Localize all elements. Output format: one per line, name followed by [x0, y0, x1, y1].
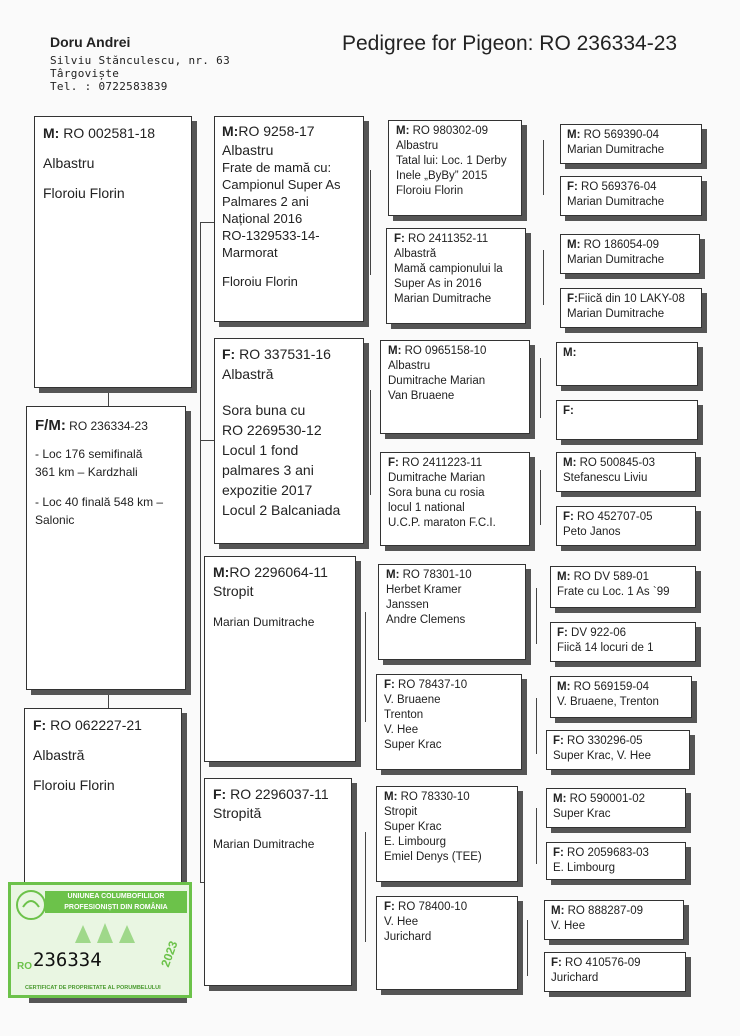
gen4-16-ring: RO 410576-09 [561, 957, 641, 969]
gen3-3-line: Dumitrache Marian [388, 375, 486, 387]
gen4-7-line: Stefanescu Liviu [563, 472, 648, 484]
gen3-4-ring: RO 2411223-11 [398, 457, 483, 469]
pigeon-note-2b: Salonic [35, 513, 75, 527]
gen2-4-label: F: [213, 786, 227, 802]
gen4-3-line: Marian Dumitrache [567, 254, 665, 266]
sire-color: Albastru [43, 155, 95, 171]
gen4-2-line: Marian Dumitrache [567, 196, 665, 208]
gen4-16-line: Jurichard [551, 972, 599, 984]
gen3-7-line: Stropit [384, 806, 418, 818]
connector-line [200, 662, 201, 882]
gen2-1-line: Campionul Super As [222, 177, 341, 192]
gen2-2-line: Locul 1 fond [222, 442, 299, 458]
sire-ring: RO 002581-18 [59, 125, 156, 141]
gen3-box-2 [386, 228, 526, 324]
pigeon-box [26, 406, 186, 690]
gen2-3-ring: RO 2296064-11 [229, 564, 328, 580]
gen4-15-line: V. Hee [551, 920, 586, 932]
gen3-box-6 [376, 674, 522, 770]
gen4-4-label: F: [567, 293, 578, 305]
gen3-1-line: Inele „ByBy” 2015 [396, 170, 488, 182]
gen4-9-ring: RO DV 589-01 [570, 571, 650, 583]
gen4-9-line: Frate cu Loc. 1 As `99 [557, 586, 670, 598]
gen3-2-line: Marian Dumitrache [394, 293, 492, 305]
gen3-2-ring: RO 2411352-11 [404, 233, 489, 245]
gen3-7-label: M: [384, 791, 398, 803]
gen3-6-line: Super Krac [384, 739, 442, 751]
gen4-11-label: M: [557, 681, 571, 693]
gen4-13-label: M: [553, 793, 567, 805]
gen3-8-label: F: [384, 901, 395, 913]
gen2-box-1 [214, 116, 364, 322]
gen4-15-label: M: [551, 905, 565, 917]
gen2-2-label: F: [222, 346, 236, 362]
connector-line [527, 920, 528, 976]
gen4-7-label: M: [563, 457, 577, 469]
pigeon-label: F/M: [35, 417, 66, 434]
gen4-8-line: Peto Janos [563, 526, 621, 538]
gen2-4-line: Marian Dumitrache [213, 837, 315, 851]
gen4-1-label: M: [567, 129, 581, 141]
connector-line [365, 612, 366, 722]
gen2-1-line: Floroiu Florin [222, 274, 298, 289]
gen4-16-label: F: [551, 957, 562, 969]
gen4-5-label: M: [563, 347, 577, 359]
connector-line [365, 832, 366, 942]
gen2-1-line: RO-1329533-14- [222, 228, 320, 243]
gen3-7-line: E. Limbourg [384, 836, 447, 848]
gen4-12-label: F: [553, 735, 564, 747]
gen2-3-label: M: [213, 564, 230, 580]
stamp-header: UNIUNEA COLUMBOFILILOR PROFESIONIȘTI DIN ROMÂNIA [45, 891, 187, 913]
gen4-13-line: Super Krac [553, 808, 611, 820]
sire-breeder: Floroiu Florin [43, 185, 125, 201]
gen2-box-4 [204, 778, 352, 986]
gen4-box-6 [556, 400, 698, 440]
gen2-3-line: Marian Dumitrache [213, 615, 315, 629]
gen3-3-label: M: [388, 345, 402, 357]
gen4-14-line: E. Limbourg [553, 862, 616, 874]
gen3-4-line: Sora buna cu rosia [388, 487, 485, 499]
gen4-1-line: Marian Dumitrache [567, 144, 665, 156]
sire-label: M: [43, 125, 60, 141]
gen3-2-line: Mamă campionului la [394, 263, 503, 275]
gen4-box-2 [560, 176, 702, 216]
gen2-1-line: Albastru [222, 142, 274, 158]
gen4-7-ring: RO 500845-03 [576, 457, 656, 469]
connector-line [536, 808, 537, 864]
gen3-5-line: Andre Clemens [386, 614, 466, 626]
gen3-1-line: Tatal lui: Loc. 1 Derby [396, 155, 507, 167]
gen3-5-line: Janssen [386, 599, 429, 611]
gen3-box-3 [380, 340, 530, 434]
dam-breeder: Floroiu Florin [33, 777, 115, 793]
gen3-7-line: Emiel Denys (TEE) [384, 851, 482, 863]
gen3-6-line: Trenton [384, 709, 424, 721]
gen2-3-line: Stropit [213, 583, 254, 599]
gen3-1-line: Floroiu Florin [396, 185, 464, 197]
gen4-11-line: V. Bruaene, Trenton [557, 696, 659, 708]
gen3-8-ring: RO 78400-10 [394, 901, 468, 913]
dam-ring: RO 062227-21 [46, 717, 142, 733]
gen4-box-4 [560, 288, 702, 328]
gen3-3-line: Albastru [388, 360, 431, 372]
pigeon-note-1a: - Loc 176 semifinală [35, 447, 143, 461]
owner-phone: Tel. : 0722583839 [50, 80, 168, 93]
ownership-stamp [8, 882, 192, 998]
gen4-box-13 [546, 788, 686, 828]
gen2-2-line: expozitie 2017 [222, 482, 313, 498]
gen2-4-line: Stropită [213, 805, 262, 821]
gen2-2-line [222, 384, 356, 400]
gen3-5-ring: RO 78301-10 [399, 569, 472, 581]
gen4-box-5 [556, 342, 698, 386]
gen3-4-line: U.C.P. maraton F.C.I. [388, 517, 496, 529]
gen3-4-label: F: [388, 457, 399, 469]
gen4-box-3 [560, 234, 700, 274]
gen4-10-ring: DV 922-06 [567, 627, 627, 639]
gen4-box-16 [544, 952, 686, 992]
gen2-1-ring: RO 9258-17 [238, 123, 315, 139]
gen3-7-line: Super Krac [384, 821, 442, 833]
owner-name: Doru Andrei [50, 34, 131, 50]
gen2-2-line: Albastră [222, 366, 274, 382]
gen4-10-line: Fiică 14 locuri de 1 [557, 642, 654, 654]
owner-address: Silviu Stănculescu, nr. 63 [50, 54, 230, 67]
gen3-5-line: Herbet Kramer [386, 584, 462, 596]
gen3-5-label: M: [386, 569, 400, 581]
connector-line [370, 170, 371, 275]
connector-line [200, 222, 201, 662]
pigeon-note-2a: - Loc 40 finală 548 km – [35, 495, 164, 509]
gen3-box-1 [388, 120, 522, 216]
stamp-footer: CERTIFICAT DE PROPRIETATE AL PORUMBELULUI [25, 985, 161, 991]
gen4-9-label: M: [557, 571, 571, 583]
gen4-15-ring: RO 888287-09 [564, 905, 644, 917]
gen4-box-7 [556, 452, 696, 492]
connector-line [108, 388, 109, 406]
gen4-6-label: F: [563, 405, 574, 417]
connector-line [543, 250, 544, 305]
gen3-2-line: Albastră [394, 248, 437, 260]
gen3-box-4 [380, 452, 530, 546]
connector-line [536, 698, 537, 754]
gen3-2-label: F: [394, 233, 405, 245]
gen4-3-label: M: [567, 239, 581, 251]
owner-city: Târgoviște [50, 67, 120, 80]
connector-line [536, 588, 537, 644]
pigeon-ring: RO 236334-23 [65, 419, 148, 433]
connector-line [200, 440, 214, 441]
gen3-3-line: Van Bruaene [388, 390, 455, 402]
gen2-4-ring: RO 2296037-11 [226, 786, 329, 802]
connector-line [543, 140, 544, 195]
connector-line [200, 222, 214, 223]
gen2-2-line: RO 2269530-12 [222, 422, 322, 438]
gen2-1-label: M: [222, 123, 239, 139]
gen2-box-3 [204, 556, 356, 762]
gen4-box-8 [556, 506, 696, 546]
gen4-14-label: F: [553, 847, 564, 859]
gen4-12-line: Super Krac, V. Hee [553, 750, 652, 762]
gen3-6-line: V. Bruaene [384, 694, 441, 706]
gen4-8-label: F: [563, 511, 574, 523]
gen4-11-ring: RO 569159-04 [570, 681, 650, 693]
gen3-box-7 [376, 786, 518, 882]
gen2-2-line: Sora buna cu [222, 402, 306, 418]
stamp-year: 2023 [158, 939, 181, 969]
pigeon-silhouettes-icon [71, 919, 141, 947]
gen2-2-line: palmares 3 ani [222, 462, 314, 478]
gen2-1-line [222, 261, 356, 273]
dam-color: Albastră [33, 747, 85, 763]
gen4-10-label: F: [557, 627, 568, 639]
gen3-6-ring: RO 78437-10 [394, 679, 468, 691]
gen3-4-line: locul 1 national [388, 502, 465, 514]
gen4-2-label: F: [567, 181, 578, 193]
gen4-4-line: Marian Dumitrache [567, 308, 665, 320]
connector-line [540, 470, 541, 525]
gen3-1-ring: RO 980302-09 [409, 125, 489, 137]
gen4-box-12 [546, 730, 690, 770]
stamp-number: 236334 [33, 949, 102, 971]
gen2-box-2 [214, 338, 364, 544]
gen3-1-label: M: [396, 125, 410, 137]
gen2-1-line: Frate de mamă cu: [222, 160, 332, 175]
gen2-4-line [213, 823, 343, 835]
connector-line [540, 358, 541, 418]
gen3-8-line: Jurichard [384, 931, 432, 943]
gen4-2-ring: RO 569376-04 [577, 181, 657, 193]
gen4-box-11 [550, 676, 692, 718]
gen4-4-ring: Fiică din 10 LAKY-08 [577, 293, 685, 305]
gen3-4-line: Dumitrache Marian [388, 472, 486, 484]
gen2-2-ring: RO 337531-16 [235, 346, 331, 362]
connector-line [108, 690, 109, 708]
gen2-3-line [213, 601, 347, 613]
gen3-3-ring: RO 0965158-10 [401, 345, 487, 357]
gen4-8-ring: RO 452707-05 [573, 511, 653, 523]
gen3-2-line: Super As in 2016 [394, 278, 482, 290]
gen2-2-line: Locul 2 Balcaniada [222, 502, 341, 518]
page-title: Pedigree for Pigeon: RO 236334-23 [342, 32, 678, 55]
connector-line [370, 390, 371, 495]
gen3-box-8 [376, 896, 518, 990]
gen4-box-14 [546, 842, 686, 880]
gen3-8-line: V. Hee [384, 916, 419, 928]
stamp-prefix: RO [17, 961, 32, 972]
gen4-13-ring: RO 590001-02 [566, 793, 646, 805]
gen3-6-label: F: [384, 679, 395, 691]
union-emblem-icon [15, 889, 47, 921]
gen4-box-1 [560, 124, 702, 164]
gen3-7-ring: RO 78330-10 [397, 791, 470, 803]
gen2-1-line: Palmares 2 ani [222, 194, 309, 209]
gen4-1-ring: RO 569390-04 [580, 129, 660, 141]
gen4-3-ring: RO 186054-09 [580, 239, 660, 251]
gen4-12-ring: RO 330296-05 [563, 735, 643, 747]
gen3-6-line: V. Hee [384, 724, 419, 736]
dam-label: F: [33, 717, 47, 733]
gen2-1-line: Național 2016 [222, 211, 303, 226]
pigeon-note-1b: 361 km – Kardzhali [35, 465, 138, 479]
gen3-1-line: Albastru [396, 140, 439, 152]
gen3-box-5 [378, 564, 526, 660]
gen4-box-9 [550, 566, 696, 608]
gen4-box-15 [544, 900, 684, 940]
sire-box [34, 116, 192, 388]
gen4-14-ring: RO 2059683-03 [563, 847, 649, 859]
gen2-1-line: Marmorat [222, 245, 278, 260]
gen4-box-10 [550, 622, 696, 662]
